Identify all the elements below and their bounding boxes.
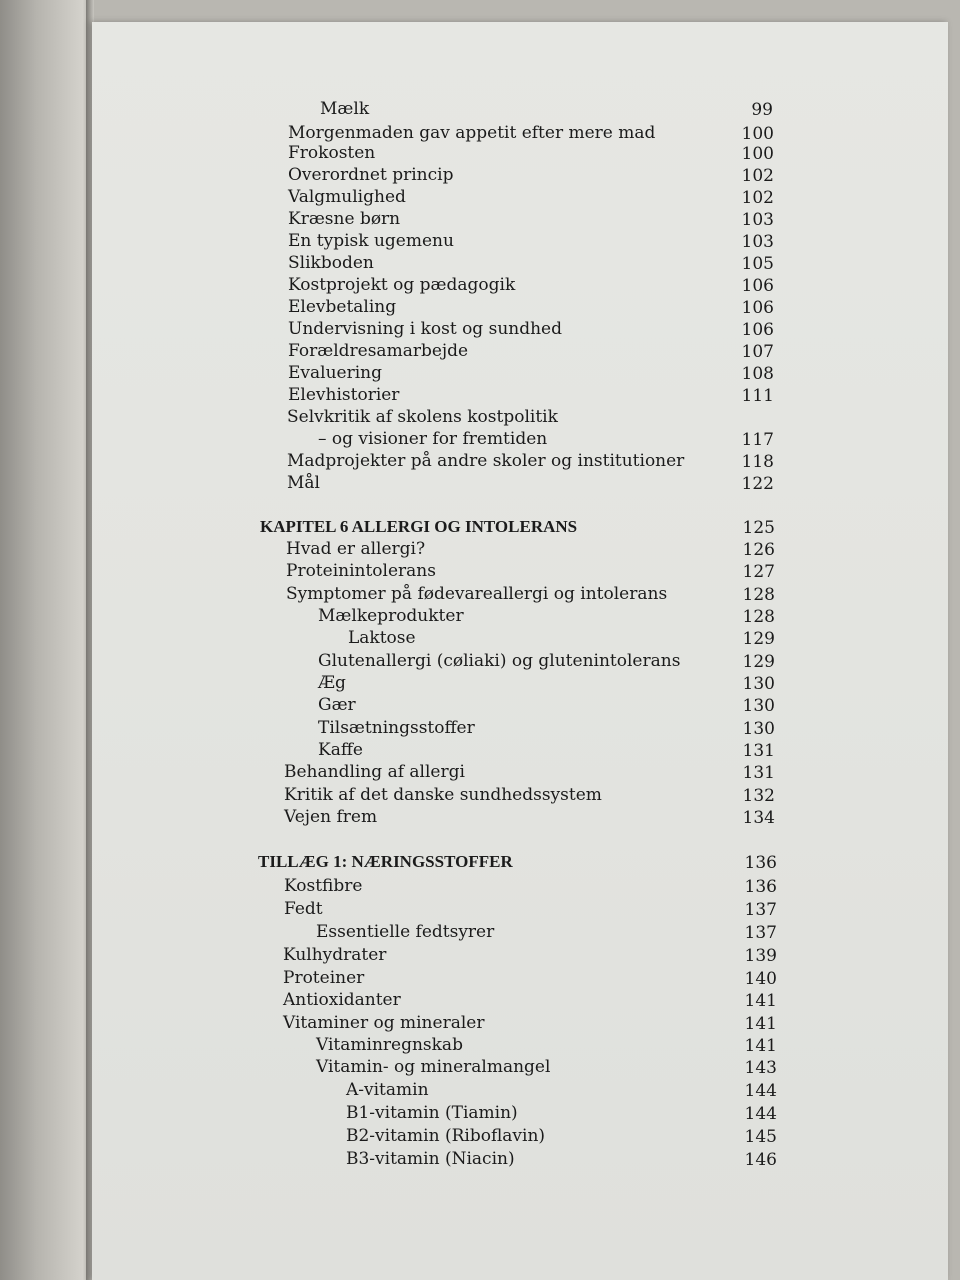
toc-page-number: 107 [741,342,774,362]
toc-section-heading: TILLÆG 1: NÆRINGSSTOFFER [258,852,513,871]
toc-entry-title: Antioxidanter [283,990,401,1010]
toc-page-number: 106 [741,320,774,340]
toc-page-number: 103 [741,232,774,252]
toc-entry-title: Slikboden [288,253,374,273]
toc-page-number: 129 [742,629,775,649]
toc-page-number: 136 [744,877,777,897]
toc-page-number: 106 [741,298,774,318]
toc-page-number: 130 [742,696,775,716]
toc-entry-title: Vejen frem [284,807,378,827]
toc-page-number: 143 [744,1058,777,1078]
toc-entry-title: B3-vitamin (Niacin) [346,1149,515,1169]
toc-entry-title: B2-vitamin (Riboflavin) [346,1126,546,1146]
toc-entry-title: Symptomer på fødevareallergi og intolerans [286,584,668,604]
toc-entry-title: Forældresamarbejde [288,341,469,361]
toc-page-number: 128 [742,585,775,605]
toc-page-number: 100 [741,124,774,144]
toc-entry-title: Proteiner [283,968,365,988]
toc-entry-title: Æg [318,673,346,693]
toc-entry-title: Gær [318,695,356,715]
toc-page-number: 111 [741,386,774,406]
toc-page-number [714,407,774,429]
toc-entry-title: Essentielle fedtsyrer [316,922,495,942]
toc-page-number: 131 [742,741,775,761]
toc-page-number: 146 [744,1150,777,1170]
toc-entry-title: Kritik af det danske sundhedssystem [284,785,602,805]
toc-entry-title: Undervisning i kost og sundhed [288,319,562,339]
toc-page-number: 125 [742,518,775,538]
toc-page-number: 141 [744,1036,777,1056]
toc-page-number: 131 [742,763,775,783]
toc-page-number: 141 [744,991,777,1011]
toc-entry-title: Kaffe [318,740,363,760]
toc-entry-title: B1-vitamin (Tiamin) [346,1103,518,1123]
toc-page-number: 100 [741,144,774,164]
toc-entry-title: Vitaminregnskab [316,1035,463,1055]
toc-entry-title: Proteinintolerans [286,561,436,581]
toc-entry-title: Evaluering [288,363,382,383]
toc-page-number: 117 [741,430,774,450]
toc-page-number: 103 [741,210,774,230]
toc-entry-title: Frokosten [288,143,376,163]
toc-page-number: 99 [751,100,773,120]
toc-page-number: 118 [741,452,774,472]
toc-entry-title: Mælk [320,99,370,119]
toc-page-number: 141 [744,1014,777,1034]
facing-page-edge [0,0,92,1280]
toc-entry-title: Vitaminer og mineraler [283,1013,485,1033]
toc-entry-title: Hvad er allergi? [286,539,426,559]
toc-entry-title: Elevhistorier [288,385,400,405]
toc-entry-title: Vitamin- og mineralmangel [316,1057,551,1077]
toc-page-number: 132 [742,786,775,806]
toc-entry-title: Mælkeprodukter [318,606,464,626]
toc-entry-title: En typisk ugemenu [288,231,454,251]
toc-entry-title: Valgmulighed [288,187,406,207]
book-page [92,22,948,1280]
toc-page-number: 136 [744,853,777,873]
toc-entry-title: Mål [287,473,320,493]
toc-entry-title: Kulhydrater [283,945,387,965]
toc-entry-title: Glutenallergi (cøliaki) og glutenintolerans [318,651,681,671]
toc-page-number: 122 [741,474,774,494]
toc-page-number: 127 [742,562,775,582]
toc-page-number: 139 [744,946,777,966]
toc-entry-title: Fedt [284,899,323,919]
toc-entry-title: Tilsætningsstoffer [318,718,475,738]
toc-page-number: 105 [741,254,774,274]
toc-page-number: 140 [744,969,777,989]
toc-entry-title: Laktose [348,628,416,648]
toc-section-heading: KAPITEL 6 ALLERGI OG INTOLERANS [260,517,578,536]
toc-entry-title: Selvkritik af skolens kostpolitik [287,407,558,427]
toc-entry-title: Kostfibre [284,876,363,896]
toc-entry-title: Kostprojekt og pædagogik [288,275,516,295]
toc-page-number: 102 [741,188,774,208]
table-of-contents [92,22,948,1280]
toc-entry-title: Behandling af allergi [284,762,465,782]
toc-entry-title: Morgenmaden gav appetit efter mere mad [288,123,656,143]
toc-page-number: 106 [741,276,774,296]
toc-entry-title: A-vitamin [346,1080,429,1100]
toc-page-number: 137 [744,923,777,943]
toc-page-number: 137 [744,900,777,920]
toc-entry-title: – og visioner for fremtiden [318,429,548,449]
toc-page-number: 129 [742,652,775,672]
toc-page-number: 108 [741,364,774,384]
toc-entry-title: Elevbetaling [288,297,397,317]
toc-entry-title: Kræsne børn [288,209,401,229]
toc-page-number: 145 [744,1127,777,1147]
toc-page-number: 144 [744,1081,777,1101]
toc-page-number: 134 [742,808,775,828]
toc-page-number: 130 [742,674,775,694]
toc-page-number: 144 [744,1104,777,1124]
toc-entry-title: Madprojekter på andre skoler og institutioner [287,451,685,471]
toc-page-number: 130 [742,719,775,739]
toc-entry-title: Overordnet princip [288,165,454,185]
toc-page-number: 128 [742,607,775,627]
toc-page-number: 102 [741,166,774,186]
toc-page-number: 126 [742,540,775,560]
